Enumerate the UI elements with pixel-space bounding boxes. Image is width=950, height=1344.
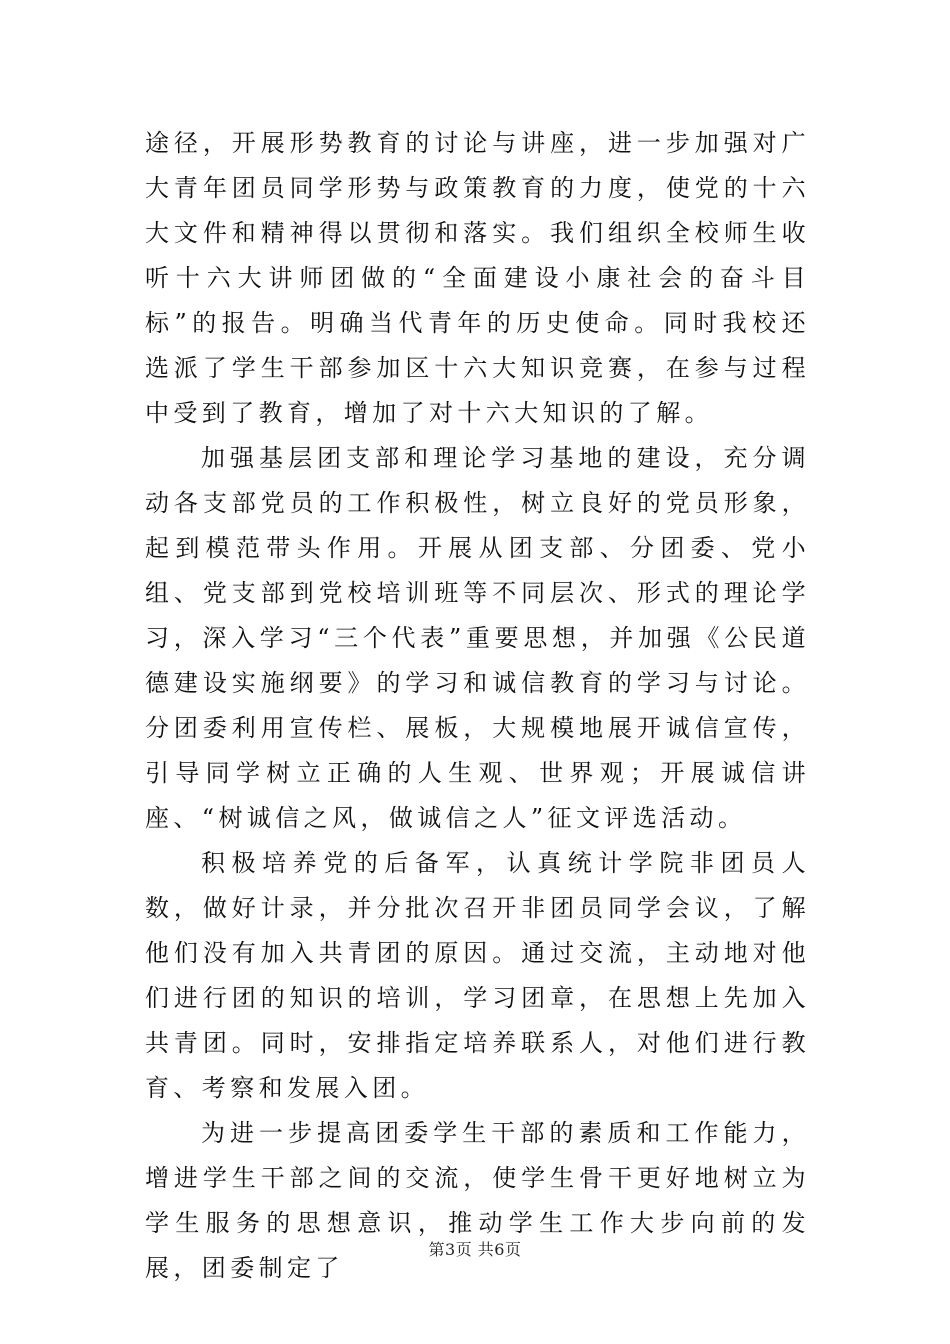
paragraph-2: 加强基层团支部和理论学习基地的建设，充分调动各支部党员的工作积极性，树立良好的党员形象，起到模范带头作用。开展从团支部、分团委、党小组、党支部到党校培训班等不同层次、形式的理论学习，深入学习“三个代表”重要思想，并加强《公民道德建设实施纲要》的学习和诚信教育的学习与讨论。分团委利用宣传栏、展板，大规模地展开诚信宣传，引导同学树立正确的人生观、世界观；开展诚信讲座、“树诚信之风，做诚信之人”征文评选活动。 — [145, 444, 810, 832]
paragraph-1: 途径，开展形势教育的讨论与讲座，进一步加强对广大青年团员同学形势与政策教育的力度，使党的十六大文件和精神得以贯彻和落实。我们组织全校师生收听十六大讲师团做的“全面建设小康社会的奋斗目标”的报告。明确当代青年的历史使命。同时我校还选派了学生干部参加区十六大知识竞赛，在参与过程中受到了教育，增加了对十六大知识的了解。 — [145, 129, 810, 427]
page-number-footer: 第3页 共6页 — [428, 1240, 522, 1259]
document-body — [145, 121, 810, 1291]
paragraph-4: 为进一步提高团委学生干部的素质和工作能力，增进学生干部之间的交流，使学生骨干更好地树立为学生服务的思想意识，推动学生工作大步向前的发展，团委制定了 — [145, 1119, 810, 1282]
paragraph-3: 积极培养党的后备军，认真统计学院非团员人数，做好计录，并分批次召开非团员同学会议，了解他们没有加入共青团的原因。通过交流，主动地对他们进行团的知识的培训，学习团章，在思想上先加入共青团。同时，安排指定培养联系人，对他们进行教育、考察和发展入团。 — [145, 849, 810, 1102]
